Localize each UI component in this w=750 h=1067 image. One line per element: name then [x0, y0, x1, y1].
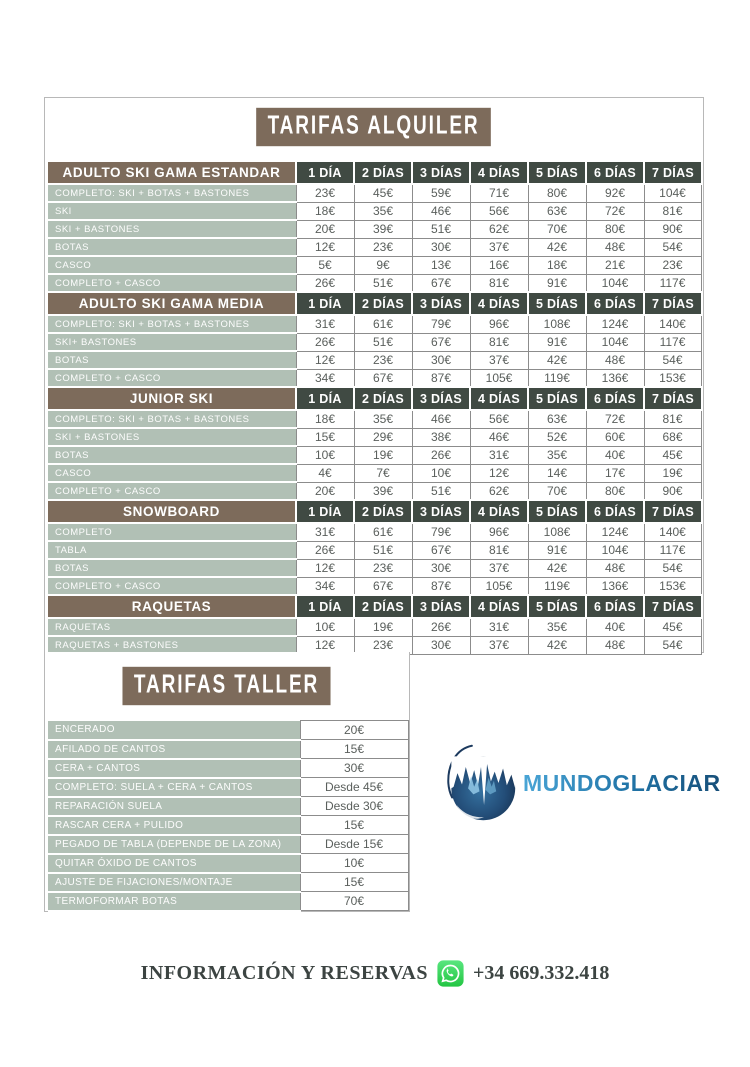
- price-cell: 90€: [644, 482, 701, 500]
- price-cell: 67€: [412, 333, 470, 351]
- price-cell: 26€: [412, 446, 470, 464]
- price-cell: 108€: [528, 315, 586, 333]
- item-label-cell: SKI + BASTONES: [48, 428, 296, 446]
- section-name-cell: ADULTO SKI GAMA ESTANDAR: [48, 161, 296, 184]
- price-row: [48, 202, 701, 220]
- price-cell: 62€: [470, 220, 528, 238]
- price-row: [48, 446, 701, 464]
- price-cell: 23€: [354, 636, 412, 654]
- day-header-cell: 4 DÍAS: [470, 595, 528, 618]
- day-header-cell: 2 DÍAS: [354, 500, 412, 523]
- price-cell: 12€: [296, 238, 354, 256]
- price-cell: 21€: [586, 256, 644, 274]
- price-cell: 18€: [528, 256, 586, 274]
- day-header-cell: 3 DÍAS: [412, 387, 470, 410]
- price-cell: 81€: [470, 274, 528, 292]
- price-row: [48, 351, 701, 369]
- glacier-globe-icon: [443, 741, 519, 825]
- price-row: [48, 184, 701, 202]
- price-cell: 61€: [354, 315, 412, 333]
- workshop-price-cell: 70€: [300, 892, 408, 911]
- price-cell: 140€: [644, 315, 701, 333]
- price-cell: 9€: [354, 256, 412, 274]
- price-cell: 124€: [586, 315, 644, 333]
- price-cell: 117€: [644, 541, 701, 559]
- price-cell: 15€: [296, 428, 354, 446]
- price-cell: 104€: [586, 541, 644, 559]
- price-row: [48, 482, 701, 500]
- day-header-cell: 7 DÍAS: [644, 292, 701, 315]
- day-header-cell: 3 DÍAS: [412, 161, 470, 184]
- day-header-cell: 7 DÍAS: [644, 500, 701, 523]
- item-label-cell: RAQUETAS + BASTONES: [48, 636, 296, 654]
- price-cell: 26€: [296, 333, 354, 351]
- price-cell: 96€: [470, 315, 528, 333]
- price-cell: 81€: [470, 333, 528, 351]
- price-cell: 45€: [644, 446, 701, 464]
- price-cell: 63€: [528, 202, 586, 220]
- workshop-item-label-cell: AJUSTE DE FIJACIONES/MONTAJE: [48, 873, 300, 892]
- price-cell: 96€: [470, 523, 528, 541]
- price-cell: 46€: [412, 202, 470, 220]
- price-cell: 92€: [586, 184, 644, 202]
- price-cell: 153€: [644, 577, 701, 595]
- workshop-price-row: [48, 892, 408, 911]
- price-cell: 19€: [354, 618, 412, 636]
- section-header-row: [48, 595, 701, 618]
- price-cell: 31€: [470, 618, 528, 636]
- price-cell: 62€: [470, 482, 528, 500]
- price-cell: 37€: [470, 636, 528, 654]
- item-label-cell: TABLA: [48, 541, 296, 559]
- price-cell: 54€: [644, 559, 701, 577]
- day-header-cell: 5 DÍAS: [528, 595, 586, 618]
- section-name-cell: JUNIOR SKI: [48, 387, 296, 410]
- price-cell: 20€: [296, 482, 354, 500]
- price-cell: 40€: [586, 446, 644, 464]
- price-cell: 42€: [528, 238, 586, 256]
- price-cell: 87€: [412, 369, 470, 387]
- workshop-price-row: [48, 816, 408, 835]
- price-cell: 90€: [644, 220, 701, 238]
- price-cell: 51€: [354, 333, 412, 351]
- price-cell: 23€: [354, 351, 412, 369]
- workshop-price-cell: Desde 45€: [300, 778, 408, 797]
- price-cell: 68€: [644, 428, 701, 446]
- day-header-cell: 3 DÍAS: [412, 292, 470, 315]
- workshop-rates-title: TARIFAS TALLER: [123, 667, 331, 705]
- price-cell: 7€: [354, 464, 412, 482]
- price-row: [48, 369, 701, 387]
- price-row: [48, 220, 701, 238]
- workshop-item-label-cell: AFILADO DE CANTOS: [48, 740, 300, 759]
- section-header-row: [48, 161, 701, 184]
- day-header-cell: 6 DÍAS: [586, 387, 644, 410]
- price-cell: 23€: [354, 559, 412, 577]
- day-header-cell: 4 DÍAS: [470, 161, 528, 184]
- price-row: [48, 238, 701, 256]
- day-header-cell: 5 DÍAS: [528, 387, 586, 410]
- item-label-cell: BOTAS: [48, 446, 296, 464]
- price-cell: 13€: [412, 256, 470, 274]
- workshop-price-cell: 10€: [300, 854, 408, 873]
- price-cell: 140€: [644, 523, 701, 541]
- price-row: [48, 541, 701, 559]
- section-name-cell: ADULTO SKI GAMA MEDIA: [48, 292, 296, 315]
- price-cell: 29€: [354, 428, 412, 446]
- footer-contact-label: INFORMACIÓN Y RESERVAS: [140, 962, 428, 984]
- price-cell: 34€: [296, 369, 354, 387]
- price-cell: 23€: [354, 238, 412, 256]
- price-cell: 12€: [296, 351, 354, 369]
- price-cell: 39€: [354, 482, 412, 500]
- section-name-cell: RAQUETAS: [48, 595, 296, 618]
- workshop-item-label-cell: PEGADO DE TABLA (DEPENDE DE LA ZONA): [48, 835, 300, 854]
- price-row: [48, 256, 701, 274]
- price-cell: 26€: [296, 274, 354, 292]
- price-cell: 48€: [586, 238, 644, 256]
- price-cell: 4€: [296, 464, 354, 482]
- price-cell: 56€: [470, 202, 528, 220]
- price-cell: 124€: [586, 523, 644, 541]
- price-cell: 79€: [412, 315, 470, 333]
- workshop-price-row: [48, 854, 408, 873]
- day-header-cell: 2 DÍAS: [354, 292, 412, 315]
- price-cell: 91€: [528, 541, 586, 559]
- price-cell: 5€: [296, 256, 354, 274]
- workshop-item-label-cell: REPARACIÓN SUELA: [48, 797, 300, 816]
- workshop-price-row: [48, 835, 408, 854]
- price-cell: 51€: [354, 541, 412, 559]
- price-cell: 42€: [528, 351, 586, 369]
- price-cell: 39€: [354, 220, 412, 238]
- workshop-item-label-cell: QUITAR ÓXIDO DE CANTOS: [48, 854, 300, 873]
- price-cell: 38€: [412, 428, 470, 446]
- day-header-cell: 2 DÍAS: [354, 387, 412, 410]
- price-cell: 20€: [296, 220, 354, 238]
- price-cell: 46€: [470, 428, 528, 446]
- price-cell: 67€: [412, 274, 470, 292]
- item-label-cell: CASCO: [48, 464, 296, 482]
- item-label-cell: COMPLETO + CASCO: [48, 577, 296, 595]
- item-label-cell: SKI: [48, 202, 296, 220]
- day-header-cell: 1 DÍA: [296, 595, 354, 618]
- price-cell: 19€: [644, 464, 701, 482]
- day-header-cell: 5 DÍAS: [528, 500, 586, 523]
- item-label-cell: BOTAS: [48, 559, 296, 577]
- day-header-cell: 1 DÍA: [296, 500, 354, 523]
- price-cell: 79€: [412, 523, 470, 541]
- price-cell: 30€: [412, 636, 470, 654]
- workshop-item-label-cell: TERMOFORMAR BOTAS: [48, 892, 300, 911]
- item-label-cell: COMPLETO: [48, 523, 296, 541]
- price-row: [48, 333, 701, 351]
- day-header-cell: 5 DÍAS: [528, 292, 586, 315]
- price-cell: 67€: [354, 369, 412, 387]
- workshop-rates-title-wrap: [45, 671, 409, 701]
- price-cell: 37€: [470, 559, 528, 577]
- item-label-cell: COMPLETO + CASCO: [48, 274, 296, 292]
- price-cell: 136€: [586, 369, 644, 387]
- price-cell: 35€: [354, 202, 412, 220]
- price-cell: 12€: [296, 559, 354, 577]
- price-cell: 10€: [296, 446, 354, 464]
- price-cell: 67€: [354, 577, 412, 595]
- workshop-rates-panel: [44, 652, 410, 912]
- price-cell: 81€: [644, 410, 701, 428]
- price-cell: 31€: [470, 446, 528, 464]
- price-cell: 108€: [528, 523, 586, 541]
- day-header-cell: 2 DÍAS: [354, 161, 412, 184]
- price-cell: 30€: [412, 351, 470, 369]
- workshop-price-cell: Desde 15€: [300, 835, 408, 854]
- price-cell: 42€: [528, 636, 586, 654]
- price-cell: 119€: [528, 369, 586, 387]
- price-cell: 18€: [296, 202, 354, 220]
- price-cell: 104€: [644, 184, 701, 202]
- price-cell: 35€: [528, 446, 586, 464]
- price-cell: 30€: [412, 559, 470, 577]
- price-cell: 71€: [470, 184, 528, 202]
- workshop-price-row: [48, 721, 408, 740]
- workshop-item-label-cell: ENCERADO: [48, 721, 300, 740]
- price-cell: 80€: [586, 482, 644, 500]
- price-cell: 70€: [528, 220, 586, 238]
- workshop-price-cell: Desde 30€: [300, 797, 408, 816]
- price-cell: 153€: [644, 369, 701, 387]
- price-cell: 31€: [296, 523, 354, 541]
- price-cell: 42€: [528, 559, 586, 577]
- price-row: [48, 577, 701, 595]
- day-header-cell: 4 DÍAS: [470, 500, 528, 523]
- price-cell: 40€: [586, 618, 644, 636]
- price-cell: 81€: [644, 202, 701, 220]
- section-name-cell: SNOWBOARD: [48, 500, 296, 523]
- price-cell: 35€: [354, 410, 412, 428]
- section-header-row: [48, 387, 701, 410]
- day-header-cell: 4 DÍAS: [470, 387, 528, 410]
- footer-phone-number: +34 669.332.418: [472, 962, 610, 984]
- day-header-cell: 6 DÍAS: [586, 161, 644, 184]
- workshop-price-cell: 30€: [300, 759, 408, 778]
- day-header-cell: 7 DÍAS: [644, 387, 701, 410]
- price-cell: 91€: [528, 274, 586, 292]
- day-header-cell: 7 DÍAS: [644, 595, 701, 618]
- item-label-cell: SKI+ BASTONES: [48, 333, 296, 351]
- price-cell: 119€: [528, 577, 586, 595]
- rental-rates-table-body: [48, 161, 701, 654]
- price-cell: 59€: [412, 184, 470, 202]
- price-cell: 45€: [644, 618, 701, 636]
- price-row: [48, 274, 701, 292]
- price-cell: 87€: [412, 577, 470, 595]
- price-cell: 34€: [296, 577, 354, 595]
- item-label-cell: COMPLETO: SKI + BOTAS + BASTONES: [48, 315, 296, 333]
- price-cell: 80€: [586, 220, 644, 238]
- price-cell: 26€: [412, 618, 470, 636]
- workshop-price-row: [48, 778, 408, 797]
- day-header-cell: 1 DÍA: [296, 387, 354, 410]
- price-cell: 26€: [296, 541, 354, 559]
- price-cell: 51€: [412, 482, 470, 500]
- section-header-row: [48, 292, 701, 315]
- price-cell: 51€: [412, 220, 470, 238]
- workshop-price-cell: 15€: [300, 740, 408, 759]
- rental-rates-title-wrap: [45, 112, 703, 142]
- price-cell: 48€: [586, 559, 644, 577]
- workshop-rates-table: [48, 720, 409, 912]
- workshop-item-label-cell: CERA + CANTOS: [48, 759, 300, 778]
- workshop-price-cell: 15€: [300, 816, 408, 835]
- day-header-cell: 4 DÍAS: [470, 292, 528, 315]
- item-label-cell: BOTAS: [48, 351, 296, 369]
- day-header-cell: 6 DÍAS: [586, 500, 644, 523]
- price-cell: 67€: [412, 541, 470, 559]
- price-cell: 61€: [354, 523, 412, 541]
- price-cell: 63€: [528, 410, 586, 428]
- item-label-cell: CASCO: [48, 256, 296, 274]
- price-row: [48, 559, 701, 577]
- price-cell: 48€: [586, 636, 644, 654]
- price-row: [48, 464, 701, 482]
- day-header-cell: 1 DÍA: [296, 292, 354, 315]
- price-cell: 19€: [354, 446, 412, 464]
- item-label-cell: COMPLETO: SKI + BOTAS + BASTONES: [48, 184, 296, 202]
- workshop-item-label-cell: COMPLETO: SUELA + CERA + CANTOS: [48, 778, 300, 797]
- price-cell: 12€: [296, 636, 354, 654]
- price-cell: 35€: [528, 618, 586, 636]
- price-cell: 23€: [644, 256, 701, 274]
- price-cell: 136€: [586, 577, 644, 595]
- price-cell: 51€: [354, 274, 412, 292]
- price-cell: 105€: [470, 577, 528, 595]
- price-cell: 17€: [586, 464, 644, 482]
- price-cell: 117€: [644, 333, 701, 351]
- rental-rates-table: [48, 160, 702, 655]
- price-cell: 18€: [296, 410, 354, 428]
- price-cell: 46€: [412, 410, 470, 428]
- workshop-rates-table-body: [48, 721, 408, 911]
- price-row: [48, 410, 701, 428]
- item-label-cell: SKI + BASTONES: [48, 220, 296, 238]
- price-cell: 48€: [586, 351, 644, 369]
- price-cell: 60€: [586, 428, 644, 446]
- workshop-price-row: [48, 740, 408, 759]
- price-cell: 56€: [470, 410, 528, 428]
- mundoglaciar-logo: [443, 740, 721, 826]
- footer-contact: [0, 960, 750, 987]
- day-header-cell: 3 DÍAS: [412, 595, 470, 618]
- item-label-cell: COMPLETO + CASCO: [48, 369, 296, 387]
- price-cell: 16€: [470, 256, 528, 274]
- day-header-cell: 2 DÍAS: [354, 595, 412, 618]
- day-header-cell: 1 DÍA: [296, 161, 354, 184]
- day-header-cell: 7 DÍAS: [644, 161, 701, 184]
- price-cell: 72€: [586, 202, 644, 220]
- price-cell: 54€: [644, 238, 701, 256]
- item-label-cell: COMPLETO + CASCO: [48, 482, 296, 500]
- price-cell: 45€: [354, 184, 412, 202]
- price-row: [48, 523, 701, 541]
- price-cell: 10€: [296, 618, 354, 636]
- price-cell: 12€: [470, 464, 528, 482]
- price-cell: 14€: [528, 464, 586, 482]
- workshop-price-row: [48, 873, 408, 892]
- item-label-cell: BOTAS: [48, 238, 296, 256]
- day-header-cell: 3 DÍAS: [412, 500, 470, 523]
- workshop-item-label-cell: RASCAR CERA + PULIDO: [48, 816, 300, 835]
- price-cell: 91€: [528, 333, 586, 351]
- rental-rates-panel: [44, 97, 704, 653]
- price-cell: 54€: [644, 351, 701, 369]
- price-cell: 30€: [412, 238, 470, 256]
- workshop-price-row: [48, 797, 408, 816]
- rental-rates-title: TARIFAS ALQUILER: [257, 108, 492, 146]
- price-row: [48, 315, 701, 333]
- price-cell: 52€: [528, 428, 586, 446]
- price-cell: 31€: [296, 315, 354, 333]
- price-cell: 10€: [412, 464, 470, 482]
- workshop-price-cell: 15€: [300, 873, 408, 892]
- price-cell: 117€: [644, 274, 701, 292]
- whatsapp-icon: [437, 960, 464, 987]
- item-label-cell: COMPLETO: SKI + BOTAS + BASTONES: [48, 410, 296, 428]
- price-cell: 104€: [586, 333, 644, 351]
- price-cell: 37€: [470, 238, 528, 256]
- price-cell: 81€: [470, 541, 528, 559]
- workshop-price-row: [48, 759, 408, 778]
- price-cell: 104€: [586, 274, 644, 292]
- day-header-cell: 5 DÍAS: [528, 161, 586, 184]
- price-cell: 70€: [528, 482, 586, 500]
- price-cell: 23€: [296, 184, 354, 202]
- section-header-row: [48, 500, 701, 523]
- mundoglaciar-logo-text: MUNDOGLACIAR: [523, 769, 721, 796]
- price-row: [48, 618, 701, 636]
- price-cell: 37€: [470, 351, 528, 369]
- price-cell: 72€: [586, 410, 644, 428]
- price-cell: 54€: [644, 636, 701, 654]
- price-cell: 105€: [470, 369, 528, 387]
- day-header-cell: 6 DÍAS: [586, 292, 644, 315]
- price-row: [48, 428, 701, 446]
- workshop-price-cell: 20€: [300, 721, 408, 740]
- item-label-cell: RAQUETAS: [48, 618, 296, 636]
- price-cell: 80€: [528, 184, 586, 202]
- day-header-cell: 6 DÍAS: [586, 595, 644, 618]
